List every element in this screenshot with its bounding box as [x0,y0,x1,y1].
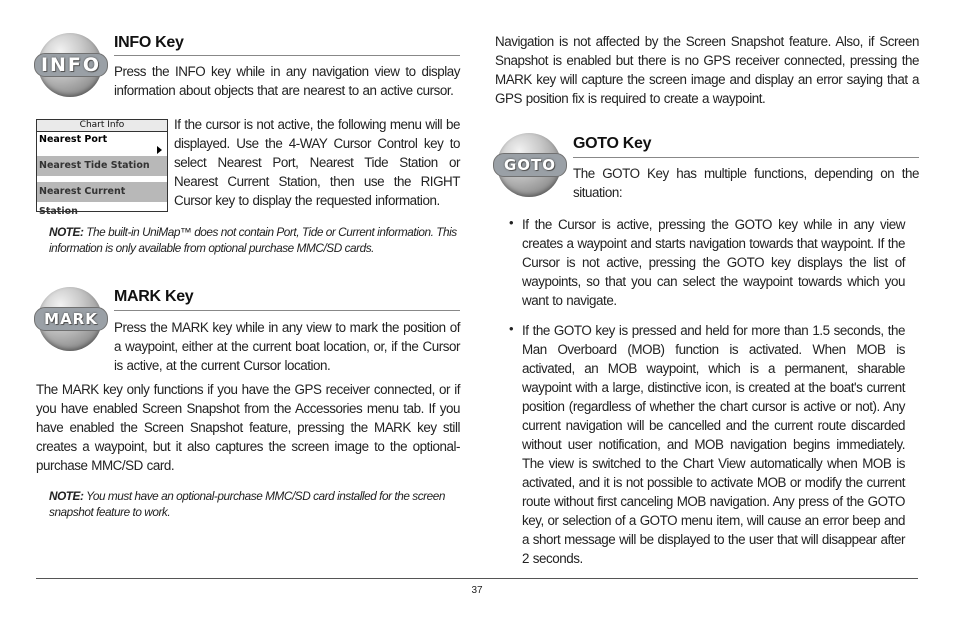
info-heading: INFO Key [114,34,184,51]
mark-note [49,488,445,520]
info-cursor-text: If the cursor is not active, the following menu will be displayed. Use the 4-WAY Cursor Control key to select Nearest Port, Nearest Tide Station or Nearest Current Station, then use the RIGHT Cursor key to display the requested information. [174,117,460,208]
chart-info-menu-title: Chart Info [37,120,167,132]
mark-body: The MARK key only functions if you have the GPS receiver connected, or if you have enabled Screen Snapshot from the Accessories menu tab. If you have enabled the Screen Snapshot feature, pressing the MARK key still creates a waypoint, but it also captures the screen image to the optional-purchase MMC/SD card. [36,382,460,473]
goto-bullet-2 [509,321,905,568]
goto-badge-label: GOTO [493,153,567,177]
mark-heading-rule [114,310,460,311]
goto-intro: The GOTO Key has multiple functions, depending on the situation: [573,166,919,200]
bullet-dot-icon: • [509,215,514,230]
bullet-dot-icon: • [509,321,514,336]
mark-heading: MARK Key [114,288,194,305]
menu-item-nearest-current-station[interactable]: Nearest Current Station [37,182,167,202]
snapshot-paragraph: Navigation is not affected by the Screen Snapshot feature. Also, if Screen Snapshot is enabled but there is no GPS receiver connected, pressing the MARK key will capture the screen image and display an error saying that a GPS position fix is required to create a waypoint. [495,34,919,106]
mark-badge-label: MARK [34,307,108,331]
info-note-label: NOTE: [49,225,84,239]
chart-info-menu [36,119,168,217]
goto-bullet-1-text: If the Cursor is active, pressing the GOTO key while in any view creates a waypoint and starts navigation towards that waypoint. If the Cursor is not active, pressing the GOTO key displays the list of waypoints, so that you can select the waypoint towards which you want to navigate. [522,217,905,308]
mark-key-icon [38,287,102,351]
page-number: 37 [471,585,483,596]
goto-heading-rule [573,157,919,158]
right-arrow-icon [157,146,162,154]
menu-item-nearest-port[interactable]: Nearest Port [37,132,167,162]
footer-rule [36,578,918,579]
goto-heading: GOTO Key [573,135,652,152]
mark-note-label: NOTE: [49,489,84,503]
info-key-icon [38,33,102,97]
goto-bullet-1 [509,215,905,310]
mark-note-text: You must have an optional-purchase MMC/SD card installed for the screen snapshot feature to work. [49,489,445,519]
info-intro: Press the INFO key while in any navigation view to display information about objects that are nearest to an active cursor. [114,64,460,98]
goto-key-icon [497,133,561,197]
menu-item-nearest-tide-station[interactable]: Nearest Tide Station [37,156,167,176]
info-heading-rule [114,55,460,56]
info-note [49,224,459,256]
info-note-text: The built-in UniMap™ does not contain Port, Tide or Current information. This information is only available from optional purchase MMC/SD cards. [49,225,457,255]
goto-bullet-2-text: If the GOTO key is pressed and held for more than 1.5 seconds, the Man Overboard (MOB) function is activated. When MOB is activated, an MOB waypoint, which is a permanent, sharable waypoint with a large, distinctive icon, is created at the boat's current position (regardless of whether the chart cursor is active or not). Any current navigation will be cancelled and the current route discarded without user notification, and MOB navigation begins immediately. The view is switched to the Chart View automatically when MOB is activated, and it is not possible to activate MOB or modify the current route without first canceling MOB navigation. Any press of the GOTO key, or selection of a GOTO menu item, will cause an error beep and a short message will be displayed to the user that will disappear after 2 seconds. [522,323,905,566]
info-badge-label: INFO [34,53,108,77]
mark-intro: Press the MARK key while in any view to mark the position of a waypoint, either at the current boat location, or, if the Cursor is active, at the current Cursor location. [114,320,460,373]
